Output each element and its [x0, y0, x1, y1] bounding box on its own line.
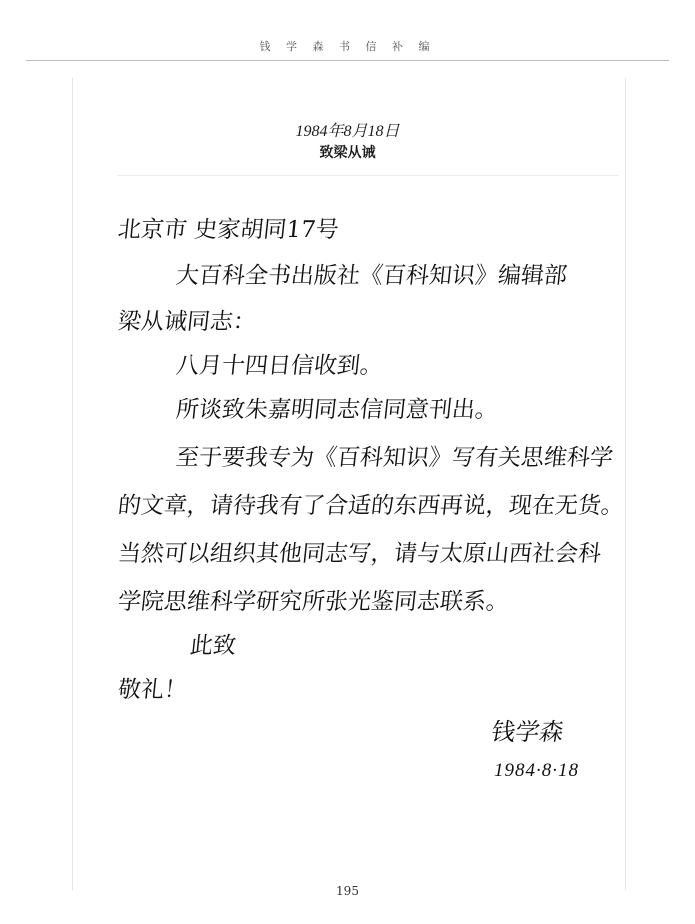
running-head: 钱 学 森 书 信 补 编 [259, 40, 436, 53]
salutation: 梁从诫同志： [116, 309, 258, 335]
paragraph-3-line-4: 学院思维科学研究所张光鉴同志联系。 [116, 589, 511, 615]
paragraph-3-line-3: 当然可以组织其他同志写，请与太原山西社会科 [116, 541, 603, 567]
paragraph-2: 所谈致朱嘉明同志信同意刊出。 [174, 397, 500, 423]
paragraph-3-line-2: 的文章，请待我有了合适的东西再说，现在无货。 [116, 493, 626, 519]
organization-line: 大百科全书出版社《百科知识》编辑部 [174, 263, 569, 289]
closing-line-2: 敬礼！ [116, 677, 189, 703]
handwritten-signature: 钱学森 [489, 718, 567, 746]
letter-date: 1984年8月18日 [295, 123, 400, 140]
page-number: 195 [336, 884, 359, 898]
paragraph-1: 八月十四日信收到。 [174, 353, 385, 379]
signature-date: 1984·8·18 [494, 760, 579, 781]
separator-rule [118, 175, 618, 176]
address-line: 北京市 史家胡同17号 [116, 217, 340, 243]
header-rule [26, 60, 669, 61]
paragraph-3-line-1: 至于要我专为《百科知识》写有关思维科学 [174, 445, 615, 471]
letter-recipient: 致梁从诫 [319, 145, 376, 161]
closing-line-1: 此致 [188, 633, 238, 659]
